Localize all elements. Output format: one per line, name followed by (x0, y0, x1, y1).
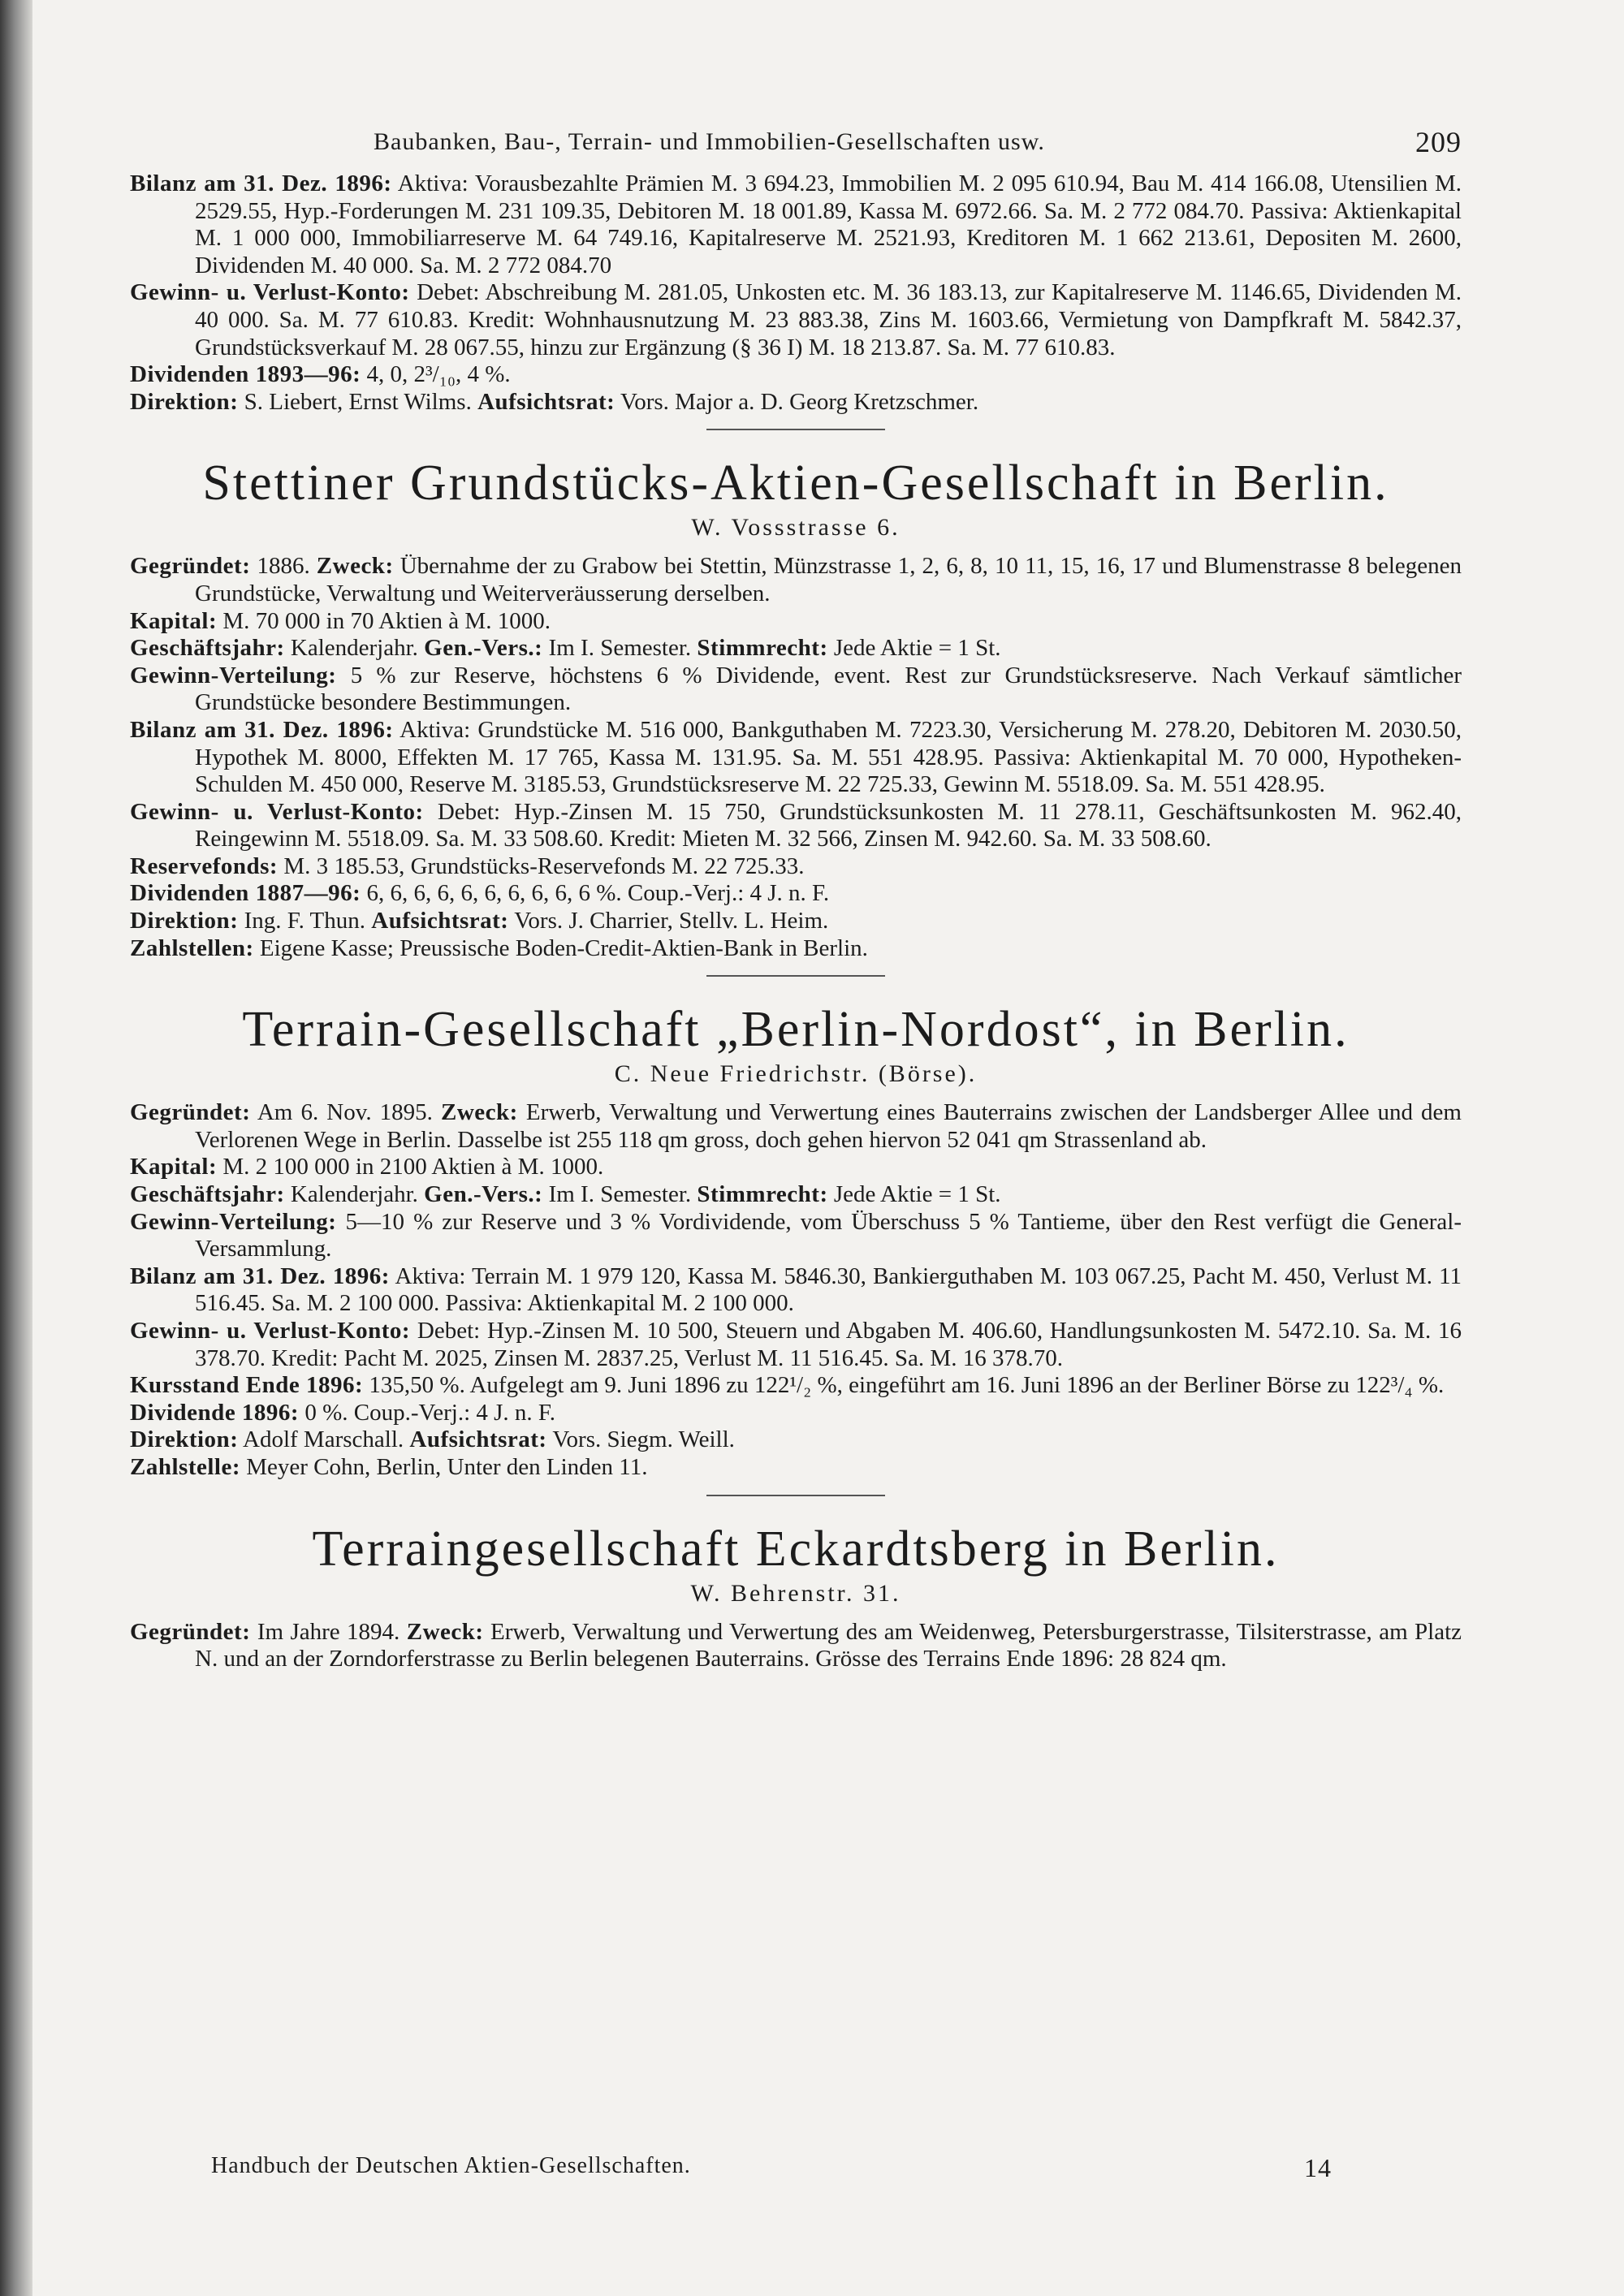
label: Stimmrecht: (697, 1181, 828, 1208)
text: 1886. (257, 553, 310, 580)
company-address: W. Behrenstr. 31. (690, 1579, 901, 1607)
label: Gewinn- u. Verlust-Konto: (130, 279, 410, 306)
nordost-bilanz (130, 1263, 1462, 1318)
label: Bilanz am 31. Dez. 1896: (130, 1262, 390, 1289)
prev-direktion (130, 389, 1462, 416)
label: Stimmrecht: (697, 635, 828, 662)
company-title-stettiner: Stettiner Grundstücks-Aktien-Gesellschaft in Berlin. (202, 455, 1389, 511)
text: Eigene Kasse; Preussische Boden-Credit-Aktien-Bank in Berlin. (259, 934, 868, 961)
label: Aufsichtsrat: (477, 388, 615, 415)
text: Kalenderjahr. (290, 1181, 418, 1208)
text: 5—10 % zur Reserve und 3 % Vordividende, vom Überschuss 5 % Tantieme, über den Rest verfügt die General-Versammlung. (195, 1208, 1462, 1262)
stettiner-gegruendet (130, 553, 1462, 607)
label: Kapital: (130, 607, 218, 634)
text: Debet: Hyp.-Zinsen M. 10 500, Steuern und Abgaben M. 406.60, Handlungsunkosten M. 5472.10. Sa. M. 16 378.70. Kredit: Pacht M. 2025, Zinsen M. 2837.25, Verlust M. 11 516.45. Sa. M. 16 378.70. (195, 1318, 1462, 1371)
eckardtsberg-gegruendet (130, 1619, 1462, 1673)
text: M. 3 185.53, Grundstücks-Reservefonds M. 22 725.33. (283, 852, 805, 879)
text: 135,50 %. Aufgelegt am 9. Juni 1896 zu 122¹/₂ %, eingeführt am 16. Juni 1896 an der Berliner Börse zu 122³/₄ %. (369, 1372, 1445, 1399)
text: Adolf Marschall. (243, 1426, 404, 1453)
company-address: W. Vossstrasse 6. (691, 514, 901, 542)
text: Aktiva: Grundstücke M. 516 000, Bankguthaben M. 7223.30, Versicherung M. 278.20, Debitoren M. 2030.50, Hypothek M. 8000, Effekten M. 17 765, Kassa M. 131.95. Sa. M. 551 428.95. Passiva: Aktienkapital M. 70 000, Hypotheken-Schulden M. 450 000, Reserve M. 3185.53, Grundstücksreserve M. 22 725.33, Gewinn M. 5518.09. Sa. M. 551 428.95. (195, 716, 1462, 798)
label: Dividenden 1887—96: (130, 880, 361, 907)
label: Gegründet: (130, 1099, 251, 1126)
label: Gen.-Vers.: (424, 635, 543, 662)
label: Aufsichtsrat: (409, 1426, 547, 1453)
text: Debet: Abschreibung M. 281.05, Unkosten etc. M. 36 183.13, zur Kapitalreserve M. 1146.65, Dividenden M. 40 000. Sa. M. 77 610.83. Kredit: Wohnhausnutzung M. 23 883.38, Zins M. 1603.66, Vermietung von Dampfkraft M. 5842.37, Grundstücksverkauf M. 28 067.55, hinzu zur Ergänzung (§ 36 I) M. 18 213.87. Sa. M. 77 610.83. (195, 279, 1462, 360)
running-title: Baubanken, Bau-, Terrain- und Immobilien-Gesellschaften usw. (374, 128, 1045, 155)
text: Aktiva: Vorausbezahlte Prämien M. 3 694.23, Immobilien M. 2 095 610.94, Bau M. 414 166.08, Utensilien M. 2529.55, Hyp.-Forderungen M. 231 109.35, Debitoren M. 18 001.89, Kassa M. 6972.66. Sa. M. 2 772 084.70. Passiva: Aktienkapital M. 1 000 000, Immobiliarreserve M. 64 749.16, Kapitalreserve M. 2521.93, Kreditoren M. 1 662 213.61, Depositen M. 2600, Dividenden M. 40 000. Sa. M. 2 772 084.70 (195, 170, 1462, 278)
text: Debet: Hyp.-Zinsen M. 15 750, Grundstücksunkosten M. 11 278.11, Geschäftsunkosten M. 962.40, Reingewinn M. 5518.09. Sa. M. 33 508.60. Kredit: Mieten M. 32 566, Zinsen M. 942.60. Sa. M. 33 508.60. (195, 798, 1462, 852)
text: Jede Aktie = 1 St. (833, 1181, 1001, 1208)
nordost-gewinnverteilung (130, 1209, 1462, 1263)
label: Zahlstelle: (130, 1453, 240, 1480)
text: Am 6. Nov. 1895. (257, 1099, 433, 1126)
label: Dividenden 1893—96: (130, 361, 361, 388)
company-title-eckardtsberg: Terraingesellschaft Eckardtsberg in Berlin. (312, 1521, 1280, 1577)
nordost-direktion (130, 1426, 1462, 1454)
label: Bilanz am 31. Dez. 1896: (130, 170, 392, 196)
label: Gewinn- u. Verlust-Konto: (130, 1318, 411, 1344)
nordost-gegruendet (130, 1099, 1462, 1154)
label: Direktion: (130, 388, 239, 415)
stettiner-bilanz (130, 717, 1462, 799)
page-footer (211, 2153, 1332, 2182)
section-divider (706, 429, 885, 430)
stettiner-geschaeftsjahr (130, 635, 1462, 662)
label: Kursstand Ende 1896: (130, 1372, 364, 1399)
text: 4, 0, 2³/₁₀, 4 %. (366, 361, 511, 388)
stettiner-kapital (130, 608, 1462, 636)
label: Gegründet: (130, 1618, 251, 1645)
stettiner-dividenden (130, 880, 1462, 908)
text: Im Jahre 1894. (257, 1618, 400, 1645)
label: Kapital: (130, 1154, 218, 1180)
nordost-zahlstelle (130, 1454, 1462, 1482)
nordost-gewinn-verlust (130, 1318, 1462, 1372)
text: Vors. Major a. D. Georg Kretzschmer. (620, 388, 979, 415)
label: Gewinn-Verteilung: (130, 1208, 337, 1235)
text: Meyer Cohn, Berlin, Unter den Linden 11. (246, 1453, 648, 1480)
text: Vors. Siegm. Weill. (552, 1426, 735, 1453)
prev-bilanz (130, 170, 1462, 279)
label: Geschäftsjahr: (130, 1181, 285, 1208)
text: Vors. J. Charrier, Stellv. L. Heim. (514, 908, 829, 934)
text: M. 70 000 in 70 Aktien à M. 1000. (222, 607, 551, 634)
stettiner-zahlstellen (130, 935, 1462, 963)
label: Gewinn- u. Verlust-Konto: (130, 798, 424, 825)
text: Übernahme der zu Grabow bei Stettin, Münzstrasse 1, 2, 6, 8, 10 11, 15, 16, 17 und Blumenstrasse 8 belegenen Grundstücke, Verwaltung und Weiterveräusserung derselben. (195, 553, 1462, 606)
label: Reservefonds: (130, 852, 279, 879)
label: Gegründet: (130, 553, 251, 580)
text: Erwerb, Verwaltung und Verwertung des am Weidenweg, Petersburgerstrasse, Tilsiterstrasse, am Platz N. und an der Zorndorferstrasse zu Berlin belegenen Bauterrains. Grösse des Terrains Ende 1896: 28 824 qm. (195, 1618, 1462, 1672)
label: Direktion: (130, 908, 239, 934)
text: Kalenderjahr. (290, 635, 418, 662)
nordost-kapital (130, 1154, 1462, 1181)
stettiner-reservefonds (130, 853, 1462, 881)
footer-publication: Handbuch der Deutschen Aktien-Gesellschaften. (211, 2153, 691, 2178)
prev-gewinn-verlust (130, 279, 1462, 361)
text: Jede Aktie = 1 St. (833, 635, 1001, 662)
running-head (130, 122, 1462, 170)
company-title-nordost: Terrain-Gesellschaft „Berlin-Nordost“, in Berlin. (242, 1002, 1350, 1058)
signature-mark: 14 (1304, 2153, 1332, 2182)
text: M. 2 100 000 in 2100 Aktien à M. 1000. (222, 1154, 604, 1180)
section-divider (706, 975, 885, 977)
label: Zweck: (406, 1618, 484, 1645)
stettiner-gewinnverteilung (130, 662, 1462, 717)
section-divider (706, 1495, 885, 1496)
text: Aktiva: Terrain M. 1 979 120, Kassa M. 5846.30, Bankierguthaben M. 103 067.25, Pacht M. 450, Verlust M. 11 516.45. Sa. M. 2 100 000. Passiva: Aktienkapital M. 2 100 000. (195, 1262, 1462, 1317)
text: Im I. Semester. (548, 635, 692, 662)
company-address: C. Neue Friedrichstr. (Börse). (614, 1060, 978, 1088)
label: Geschäftsjahr: (130, 635, 285, 662)
nordost-dividende (130, 1400, 1462, 1427)
label: Bilanz am 31. Dez. 1896: (130, 716, 394, 743)
stettiner-gewinn-verlust (130, 799, 1462, 853)
text: 6, 6, 6, 6, 6, 6, 6, 6, 6, 6 %. Coup.-Verj.: 4 J. n. F. (366, 880, 830, 907)
text: S. Liebert, Ernst Wilms. (244, 388, 472, 415)
text: Im I. Semester. (548, 1181, 692, 1208)
book-spine-shadow (0, 0, 32, 2296)
text: Ing. F. Thun. (244, 908, 366, 934)
label: Gen.-Vers.: (424, 1181, 543, 1208)
stettiner-direktion (130, 908, 1462, 935)
label: Zahlstellen: (130, 934, 254, 961)
page-body (130, 122, 1462, 1673)
text: Erwerb, Verwaltung und Verwertung eines Bauterrains zwischen der Landsberger Allee und dem Verlorenen Wege in Berlin. Dasselbe ist 255 118 qm gross, doch gehen hiervon 52 041 qm Strassenland ab. (195, 1099, 1462, 1153)
label: Dividende 1896: (130, 1399, 300, 1426)
label: Direktion: (130, 1426, 239, 1453)
nordost-kursstand (130, 1372, 1462, 1400)
text: 0 %. Coup.-Verj.: 4 J. n. F. (304, 1399, 555, 1426)
page-number: 209 (1415, 126, 1462, 158)
nordost-geschaeftsjahr (130, 1181, 1462, 1209)
label: Zweck: (440, 1099, 518, 1126)
label: Zweck: (316, 553, 394, 580)
prev-dividenden (130, 361, 1462, 389)
label: Aufsichtsrat: (371, 908, 509, 934)
text: 5 % zur Reserve, höchstens 6 % Dividende, event. Rest zur Grundstücksreserve. Nach Verkauf sämtlicher Grundstücke besondere Bestimmungen. (195, 662, 1462, 716)
label: Gewinn-Verteilung: (130, 662, 337, 688)
